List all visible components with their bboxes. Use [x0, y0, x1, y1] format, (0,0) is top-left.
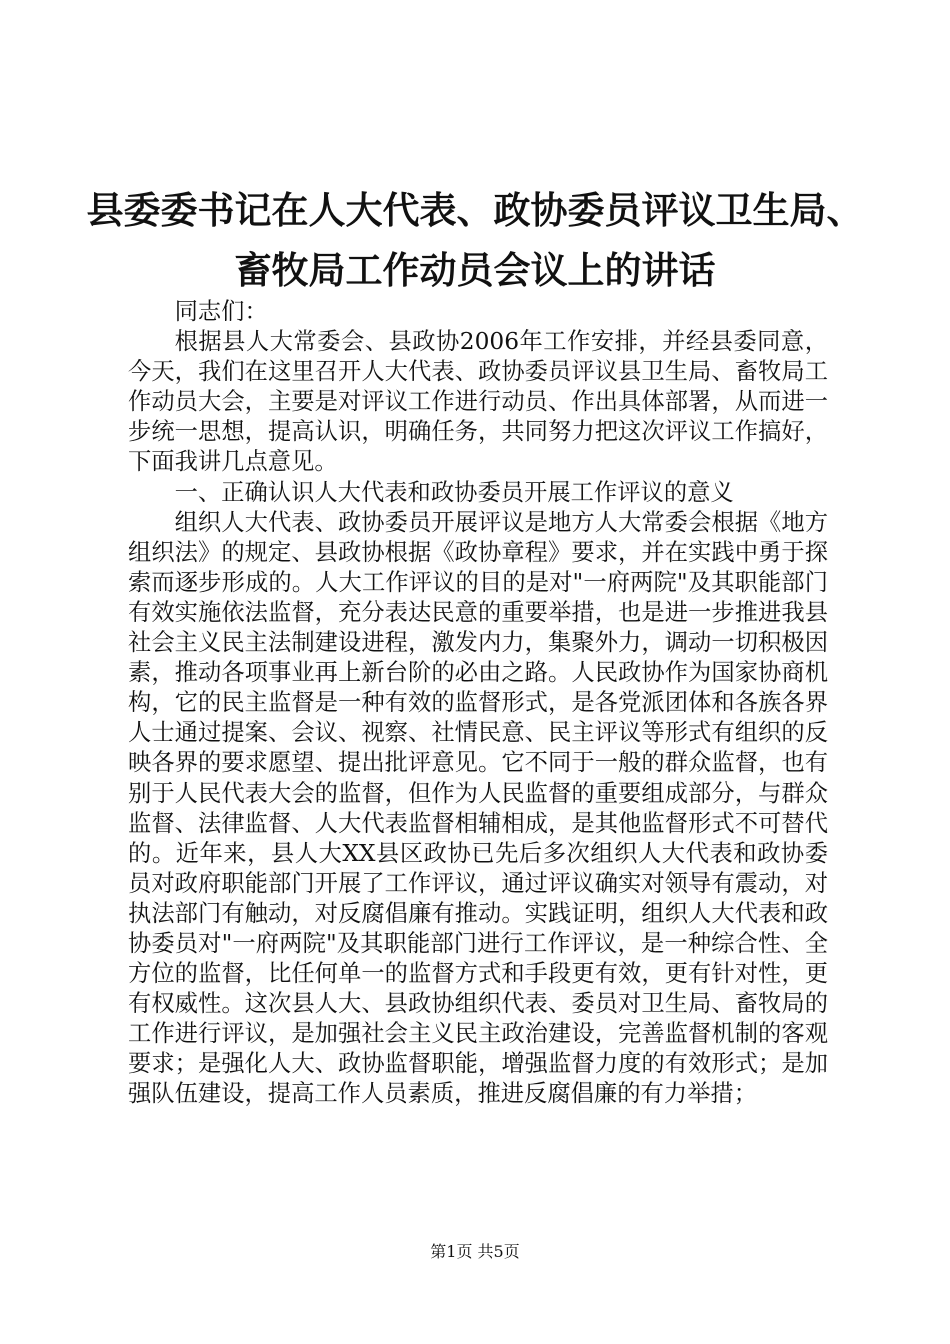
section-heading-1: 一、正确认识人大代表和政协委员开展工作评议的意义 — [174, 478, 734, 506]
document-body — [128, 297, 828, 1110]
page-number-footer: 第1页 共5页 — [430, 1242, 520, 1261]
salutation-paragraph: 同志们： — [174, 298, 268, 325]
intro-paragraph: 根据县人大常委会、县政协2006年工作安排，并经县委同意，今天，我们在这里召开人大代表、政协委员评议县卫生局、畜牧局工作动员大会，主要是对评议工作进行动员、作出具体部署，从而进一步统一思想，提高认识，明确任务，共同努力把这次评议工作搞好，下面我讲几点意见。 — [128, 328, 828, 476]
section-1-paragraph: 组织人大代表、政协委员开展评议是地方人大常委会根据《地方组织法》的规定、县政协根据《政协章程》要求，并在实践中勇于探索而逐步形成的。人大工作评议的目的是对"一府两院"及其职能部门有效实施依法监督，充分表达民意的重要举措，也是进一步推进我县社会主义民主法制建设进程，激发内力，集聚外力，调动一切积极因素，推动各项事业再上新台阶的必由之路。人民政协作为国家协商机构，它的民主监督是一种有效的监督形式，是各党派团体和各族各界人士通过提案、会议、视察、社情民意、民主评议等形式有组织的反映各界的要求愿望、提出批评意见。它不同于一般的群众监督，也有别于人民代表大会的监督，但作为人民监督的重要组成部分，与群众监督、法律监督、人大代表监督相辅相成，是其他监督形式不可替代的。近年来，县人大XX县区政协已先后多次组织人大代表和政协委员对政府职能部门开展了工作评议，通过评议确实对领导有震动，对执法部门有触动，对反腐倡廉有推动。实践证明，组织人大代表和政协委员对"一府两院"及其职能部门进行工作评议，是一种综合性、全方位的监督，比任何单一的监督方式和手段更有效，更有针对性，更有权威性。这次县人大、县政协组织代表、委员对卫生局、畜牧局的工作进行评议，是加强社会主义民主政治建设，完善监督机制的客观要求；是强化人大、政协监督职能，增强监督力度的有效形式；是加强队伍建设，提高工作人员素质，推进反腐倡廉的有力举措； — [128, 508, 828, 1108]
document-title-line-1: 县委委书记在人大代表、政协委员评议卫生局、 — [86, 188, 864, 232]
document-title-line-2: 畜牧局工作动员会议上的讲话 — [234, 248, 716, 292]
